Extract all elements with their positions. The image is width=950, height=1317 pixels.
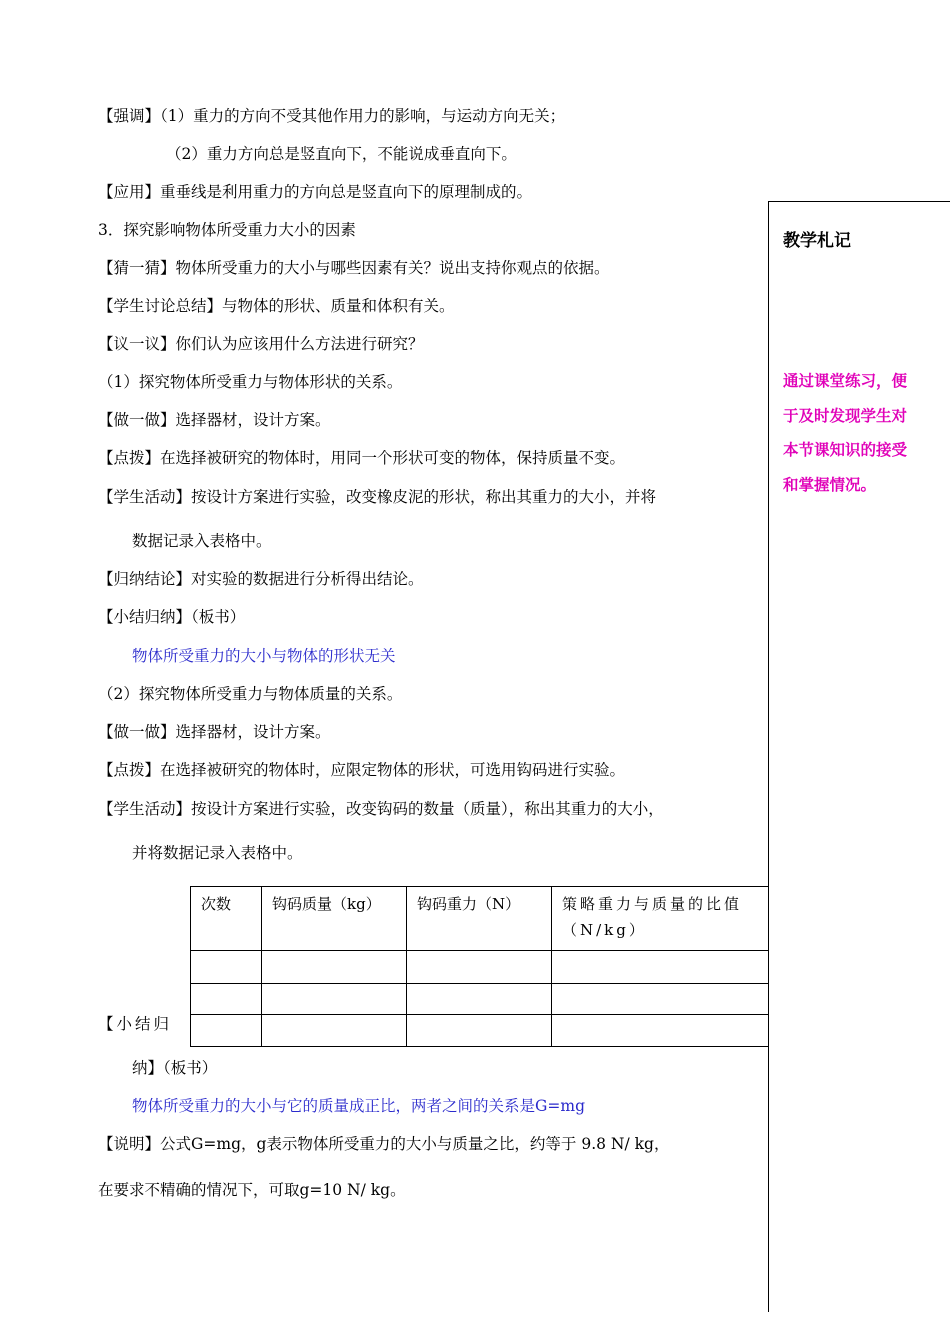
text-line: 在要求不精确的情况下，可取g=10 N/ kg。 <box>98 1181 406 1199</box>
text-line: （1）探究物体所受重力与物体形状的关系。 <box>98 373 403 391</box>
text-line: 【学生活动】按设计方案进行实验，改变钩码的数量（质量），称出其重力的大小， <box>98 800 664 818</box>
table-header: 次数 <box>191 887 262 951</box>
table-header: 钩码重力（N） <box>407 887 552 951</box>
text-line: 【学生活动】按设计方案进行实验，改变橡皮泥的形状，称出其重力的大小，并将 <box>98 488 657 506</box>
text-line: 【点拨】在选择被研究的物体时，应限定物体的形状，可选用钩码进行实验。 <box>98 761 626 779</box>
notes-comment: 通过课堂练习，便于及时发现学生对本节课知识的接受和掌握情况。 <box>783 372 908 494</box>
text-line: 【议一议】你们认为应该用什么方法进行研究？ <box>98 335 424 353</box>
text-line: 纳】（板书） <box>132 1059 218 1077</box>
data-table <box>190 886 781 1047</box>
text-line: 【做一做】选择器材，设计方案。 <box>98 411 331 429</box>
text-line: 【小结归纳】（板书） <box>98 608 246 626</box>
text-line: 并将数据记录入表格中。 <box>132 844 303 862</box>
text-line: 【点拨】在选择被研究的物体时，用同一个形状可变的物体，保持质量不变。 <box>98 449 626 467</box>
text-line: （2）重力方向总是竖直向下，不能说成垂直向下。 <box>166 145 517 163</box>
table-header: 策略重力与质量的比值（N/kg） <box>552 887 781 951</box>
table-row <box>191 984 781 1015</box>
text-line: 【说明】公式G=mg，g表示物体所受重力的大小与质量之比，约等于 9.8 N/ kg， <box>98 1135 670 1153</box>
text-line: 【应用】重垂线是利用重力的方向总是竖直向下的原理制成的。 <box>98 183 533 201</box>
section-heading: 3．探究影响物体所受重力大小的因素 <box>98 221 356 239</box>
notes-title: 教学札记 <box>783 231 851 251</box>
blackboard-conclusion: 物体所受重力的大小与它的质量成正比，两者之间的关系是G=mg <box>132 1097 585 1115</box>
table-header: 钩码质量（kg） <box>262 887 407 951</box>
text-line: 数据记录入表格中。 <box>132 532 272 550</box>
text-line: 【归纳结论】对实验的数据进行分析得出结论。 <box>98 570 424 588</box>
text-line: 【猜一猜】物体所受重力的大小与哪些因素有关？说出支持你观点的依据。 <box>98 259 610 277</box>
text-line: 【学生讨论总结】与物体的形状、质量和体积有关。 <box>98 297 455 315</box>
text-line: 【强调】（1）重力的方向不受其他作用力的影响，与运动方向无关； <box>98 107 566 125</box>
text-line: 【做一做】选择器材，设计方案。 <box>98 723 331 741</box>
blackboard-conclusion: 物体所受重力的大小与物体的形状无关 <box>132 647 396 665</box>
table-header-row <box>191 887 781 951</box>
text-line: （2）探究物体所受重力与物体质量的关系。 <box>98 685 403 703</box>
table-row <box>191 1015 781 1047</box>
table-row <box>191 951 781 984</box>
text-line: 【小结归 <box>98 1015 173 1033</box>
